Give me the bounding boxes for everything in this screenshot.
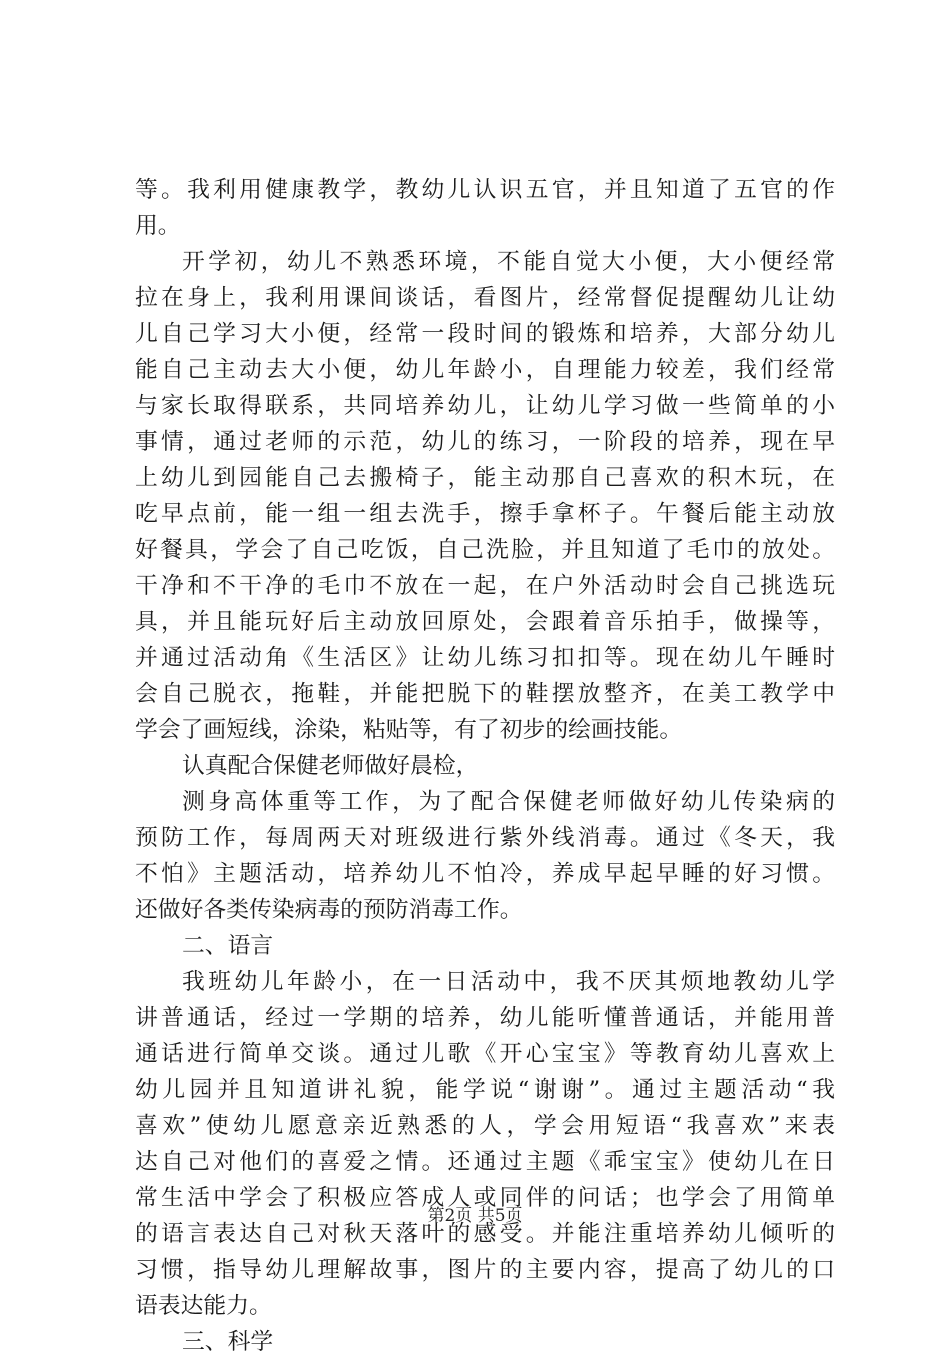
- text-line: 儿自己学习大小便，经常一段时间的锻炼和培养，大部分幼儿: [135, 321, 835, 347]
- text-line: 学会了画短线，涂染，粘贴等，有了初步的绘画技能。: [135, 717, 683, 743]
- text-line: 用。: [135, 213, 181, 239]
- text-line: 的语言表达自己对秋天落叶的感受。并能注重培养幼儿倾听的: [135, 1221, 835, 1247]
- text-line: 能自己主动去大小便，幼儿年龄小，自理能力较差，我们经常: [135, 357, 835, 383]
- text-line: 开学初，幼儿不熟悉环境，不能自觉大小便，大小便经常: [182, 249, 835, 275]
- text-line: 吃早点前，能一组一组去洗手，擦手拿杯子。午餐后能主动放: [135, 501, 835, 527]
- text-line: 还做好各类传染病毒的预防消毒工作。: [135, 897, 523, 923]
- text-line: 具，并且能玩好后主动放回原处，会跟着音乐拍手，做操等，: [135, 609, 835, 635]
- text-line: 等。我利用健康教学，教幼儿认识五官，并且知道了五官的作: [135, 177, 835, 203]
- text-line: 常生活中学会了积极应答成人或同伴的问话；也学会了用简单: [135, 1185, 835, 1211]
- text-line: 幼儿园并且知道讲礼貌，能学说“谢谢”。通过主题活动“我: [135, 1077, 835, 1103]
- text-line: 认真配合保健老师做好晨检，: [182, 753, 479, 779]
- page-footer: 第2页 共5页: [427, 1206, 523, 1226]
- text-line: 讲普通话，经过一学期的培养，幼儿能听懂普通话，并能用普: [135, 1005, 835, 1031]
- text-line: 三、科学: [182, 1329, 274, 1355]
- text-line: 喜欢”使幼儿愿意亲近熟悉的人，学会用短语“我喜欢”来表: [135, 1113, 835, 1139]
- text-line: 测身高体重等工作，为了配合保健老师做好幼儿传染病的: [182, 789, 835, 815]
- text-line: 上幼儿到园能自己去搬椅子，能主动那自己喜欢的积木玩，在: [135, 465, 835, 491]
- text-line: 好餐具，学会了自己吃饭，自己洗脸，并且知道了毛巾的放处。: [135, 537, 835, 563]
- text-line: 事情，通过老师的示范，幼儿的练习，一阶段的培养，现在早: [135, 429, 835, 455]
- text-line: 并通过活动角《生活区》让幼儿练习扣扣等。现在幼儿午睡时: [135, 645, 835, 671]
- document-body: [135, 172, 835, 1360]
- text-line: 我班幼儿年龄小，在一日活动中，我不厌其烦地教幼儿学: [182, 969, 835, 995]
- text-line: 会自己脱衣，拖鞋，并能把脱下的鞋摆放整齐，在美工教学中: [135, 681, 835, 707]
- text-line: 二、语言: [182, 933, 274, 959]
- text-line: 语表达能力。: [135, 1293, 272, 1319]
- text-line: 与家长取得联系，共同培养幼儿，让幼儿学习做一些简单的小: [135, 393, 835, 419]
- text-line: 预防工作，每周两天对班级进行紫外线消毒。通过《冬天，我: [135, 825, 835, 851]
- text-line: 通话进行简单交谈。通过儿歌《开心宝宝》等教育幼儿喜欢上: [135, 1041, 835, 1067]
- text-line: 习惯，指导幼儿理解故事，图片的主要内容，提高了幼儿的口: [135, 1257, 835, 1283]
- text-line: 不怕》主题活动，培养幼儿不怕冷，养成早起早睡的好习惯。: [135, 861, 835, 887]
- text-line: 达自己对他们的喜爱之情。还通过主题《乖宝宝》使幼儿在日: [135, 1149, 835, 1175]
- text-line: 拉在身上，我利用课间谈话，看图片，经常督促提醒幼儿让幼: [135, 285, 835, 311]
- text-line: 干净和不干净的毛巾不放在一起，在户外活动时会自己挑选玩: [135, 573, 835, 599]
